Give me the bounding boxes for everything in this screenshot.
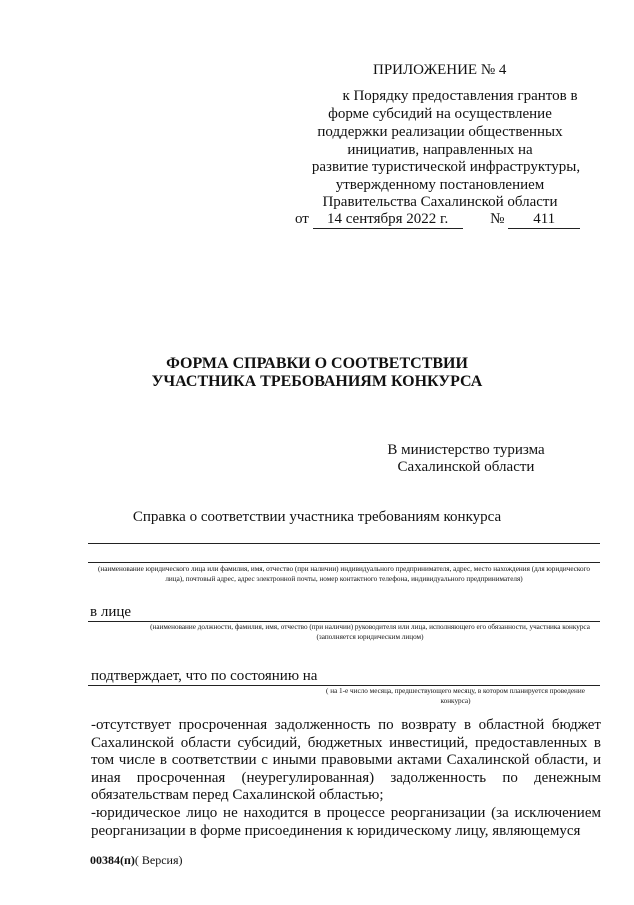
appendix-line: форме субсидий на осуществление (328, 106, 552, 122)
document-version: ( Версия) (134, 853, 183, 867)
body-text (91, 717, 601, 840)
from-label: от (295, 211, 309, 227)
decree-number: 411 (508, 211, 580, 229)
confirms-label: подтверждает, что по состоянию на (91, 668, 318, 684)
fill-line (88, 562, 600, 563)
recipient-line1: В министерство туризма (387, 442, 545, 458)
appendix-date-line (295, 211, 580, 229)
appendix-line: поддержки реализации общественных (317, 124, 563, 140)
number-label: № (490, 211, 505, 227)
footer (90, 853, 183, 868)
certificate-heading: Справка о соответствии участника требованиям конкурса (132, 509, 502, 525)
appendix-title: ПРИЛОЖЕНИЕ № 4 (373, 62, 507, 78)
appendix-line: утвержденному постановлением (335, 177, 545, 193)
in-person-label: в лице (90, 604, 132, 620)
appendix-line: развитие туристической инфраструктуры, (311, 159, 581, 175)
body-paragraph: -отсутствует просроченная задолженность по возврату в областной бюджет Сахалинской области субсидий, бюджетных инвестиций, предоставленных в том числе в соответствии с иными правовыми актами Сахалинской области, и иная просроченная (неурегулированная) задолженность по денежным обязательствам перед Сахалинской областью; (91, 717, 601, 804)
appendix-line: к Порядку предоставления грантов в (342, 88, 578, 104)
appendix-line: Правительства Сахалинской области (322, 194, 558, 210)
recipient-line2: Сахалинской области (397, 459, 535, 475)
fill-line (88, 543, 600, 544)
appendix-line: инициатив, направленных на (347, 142, 533, 158)
person-caption: (наименование должности, фамилия, имя, отчество (при наличии) руководителя или лица, исполняющего его обязанности, участника конкурса (заполняется юридическим лицом) (150, 623, 590, 641)
applicant-caption: (наименование юридического лица или фамилия, имя, отчество (при наличии) индивидуального предпринимателя, адрес, место нахождения (для юридического лица), почтовый адрес, адрес электронной почты, номер контактного телефона, индивидуального предпринимателя) (97, 565, 591, 583)
decree-date: 14 сентября 2022 г. (313, 211, 463, 229)
document-code: 00384(п) (90, 853, 135, 867)
body-paragraph: -юридическое лицо не находится в процессе реорганизации (за исключением реорганизации в форме присоединения к юридическому лицу, являющемуся (91, 804, 601, 839)
form-title-line1: ФОРМА СПРАВКИ О СООТВЕТСТВИИ (166, 355, 468, 372)
form-title-line2: УЧАСТНИКА ТРЕБОВАНИЯМ КОНКУРСА (151, 373, 483, 390)
date-caption: ( на 1-е число месяца, предшествующего месяцу, в котором планируется проведение конкурса) (326, 687, 585, 705)
